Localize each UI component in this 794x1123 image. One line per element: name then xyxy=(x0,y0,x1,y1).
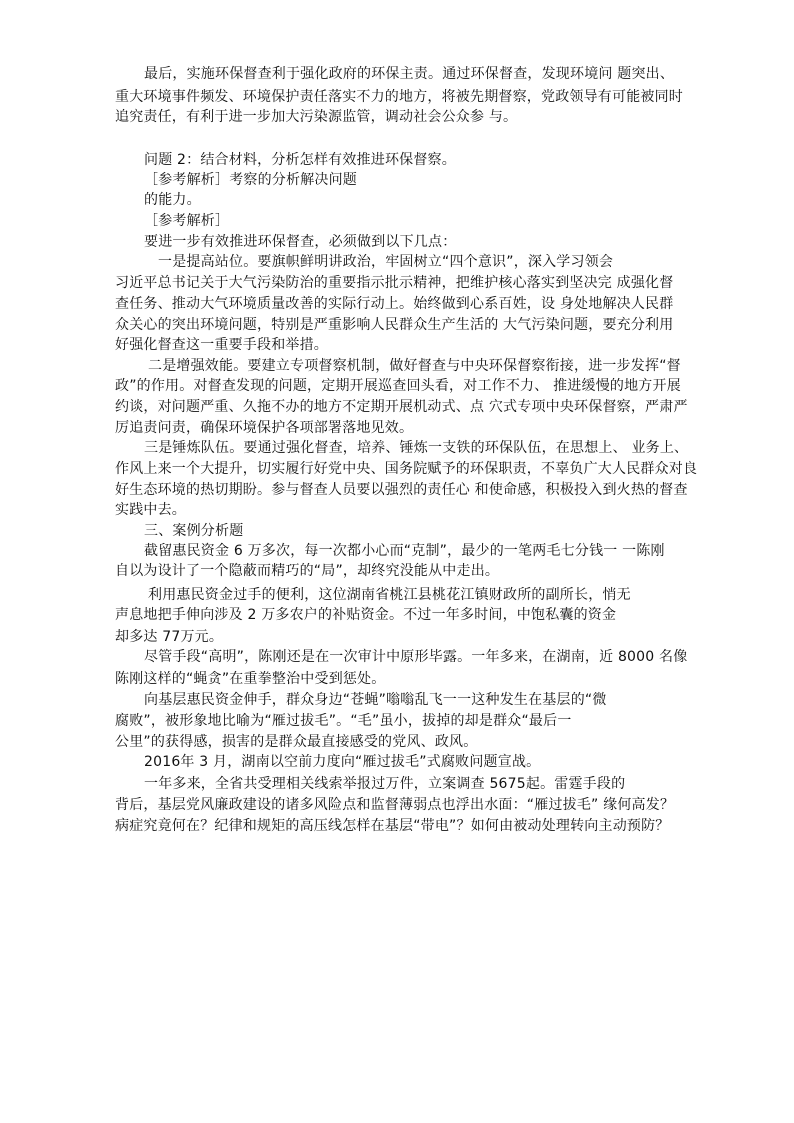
paragraph-line: 最后，实施环保督查利于强化政府的环保主责。通过环保督查，发现环境问 题突出、 xyxy=(144,66,675,82)
paragraph-line: 查任务、推动大气环境质量改善的实际行动上。始终做到心系百姓，设 身处地解决人民群 xyxy=(115,296,674,312)
paragraph-line: 实践中去。 xyxy=(115,502,186,518)
paragraph-line: 却多达 77万元。 xyxy=(115,629,224,645)
paragraph-line: 2016年 3 月，湖南以空前力度向“雁过拔毛”式腐败问题宣战。 xyxy=(144,754,541,770)
reference-analysis-label: ［参考解析］考察的分析解决问题 xyxy=(144,172,357,188)
paragraph-line: 腐败”，被形象地比喻为“雁过拔毛”。“毛”虽小，拔掉的却是群众“最后一 xyxy=(115,713,572,729)
paragraph-line: 政”的作用。对督查发现的问题，定期开展巡查回头看，对工作不力、 推进缓慢的地方开展 xyxy=(115,378,681,394)
section-heading: 三、案例分析题 xyxy=(144,523,244,539)
paragraph-line: 利用惠民资金过手的便利，这位湖南省桃江县桃花江镇财政所的副所长，悄无 xyxy=(148,587,631,603)
paragraph-line: 尽管手段“高明”，陈刚还是在一次审计中原形毕露。一年多来，在湖南，近 8000 名像 xyxy=(144,649,688,665)
paragraph-line: 好强化督查这一重要手段和举措。 xyxy=(115,337,328,353)
paragraph-line: 厉追责问责，确保环境保护各项部署落地见效。 xyxy=(115,420,414,436)
paragraph-line: 二是增强效能。要建立专项督察机制，做好督查与中央环保督察衔接，进一步发挥“督 xyxy=(148,358,681,374)
paragraph-line: 作风上来一个大提升，切实履行好党中央、国务院赋予的环保职责，不辜负广大人民群众对良 xyxy=(115,461,698,477)
paragraph-line: 习近平总书记关于大气污染防治的重要指示批示精神，把维护核心落实到坚决完 成强化督 xyxy=(115,275,674,291)
paragraph-line: 的能力。 xyxy=(144,192,201,208)
reference-analysis-label: ［参考解析］ xyxy=(144,213,230,229)
paragraph-line: 好生态环境的热切期盼。参与督查人员要以强烈的责任心 和使命感，积极投入到火热的督查 xyxy=(115,482,688,498)
paragraph-line: 陈刚这样的“蝇贪”在重拳整治中受到惩处。 xyxy=(115,671,386,687)
paragraph-line: 病症究竟何在？纪律和规矩的高压线怎样在基层“带电”？如何由被动处理转向主动预防？ xyxy=(115,818,670,834)
question-heading: 问题 2：结合材料，分析怎样有效推进环保督察。 xyxy=(144,152,456,168)
paragraph-line: 公里”的获得感，损害的是群众最直接感受的党风、政风。 xyxy=(115,734,478,750)
paragraph-line: 众关心的突出环境问题，特别是严重影响人民群众生产生活的 大气污染问题，要充分利用 xyxy=(115,317,674,333)
paragraph-line: 要进一步有效推进环保督查，必须做到以下几点： xyxy=(144,234,457,250)
paragraph-line: 自以为设计了一个隐蔽而精巧的“局”，却终究没能从中走出。 xyxy=(115,563,500,579)
paragraph-line: 三是锤炼队伍。要通过强化督查，培养、锤炼一支铁的环保队伍，在思想上、 业务上、 xyxy=(144,440,689,456)
paragraph-line: 一年多来，全省共受理相关线索举报过万件，立案调查 5675起。雷霆手段的 xyxy=(144,776,626,792)
paragraph-line: 向基层惠民资金伸手，群众身边“苍蝇”嗡嗡乱飞一一这种发生在基层的“微 xyxy=(144,692,607,708)
paragraph-line: 一是提高站位。要旗帜鲜明讲政治，牢固树立“四个意识”，深入学习领会 xyxy=(158,254,614,270)
paragraph-line: 重大环境事件频发、环境保护责任落实不力的地方，将被先期督察，党政领导有可能被同时 xyxy=(115,89,683,105)
paragraph-line: 追究责任，有利于进一步加大污染源监管，调动社会公众参 与。 xyxy=(115,109,518,125)
paragraph-line: 约谈，对问题严重、久拖不办的地方不定期开展机动式、点 穴式专项中央环保督察，严肃严 xyxy=(115,399,688,415)
paragraph-line: 声息地把手伸向涉及 2 万多农户的补贴资金。不过一年多时间，中饱私囊的资金 xyxy=(115,607,617,623)
paragraph-line: 背后，基层党风廉政建设的诸多风险点和监督薄弱点也浮出水面：“雁过拔毛” 缘何高发？ xyxy=(115,797,675,813)
paragraph-line: 截留惠民资金 6 万多次，每一次都小心而“克制”，最少的一笔两毛七分钱一 一陈刚 xyxy=(144,543,665,559)
